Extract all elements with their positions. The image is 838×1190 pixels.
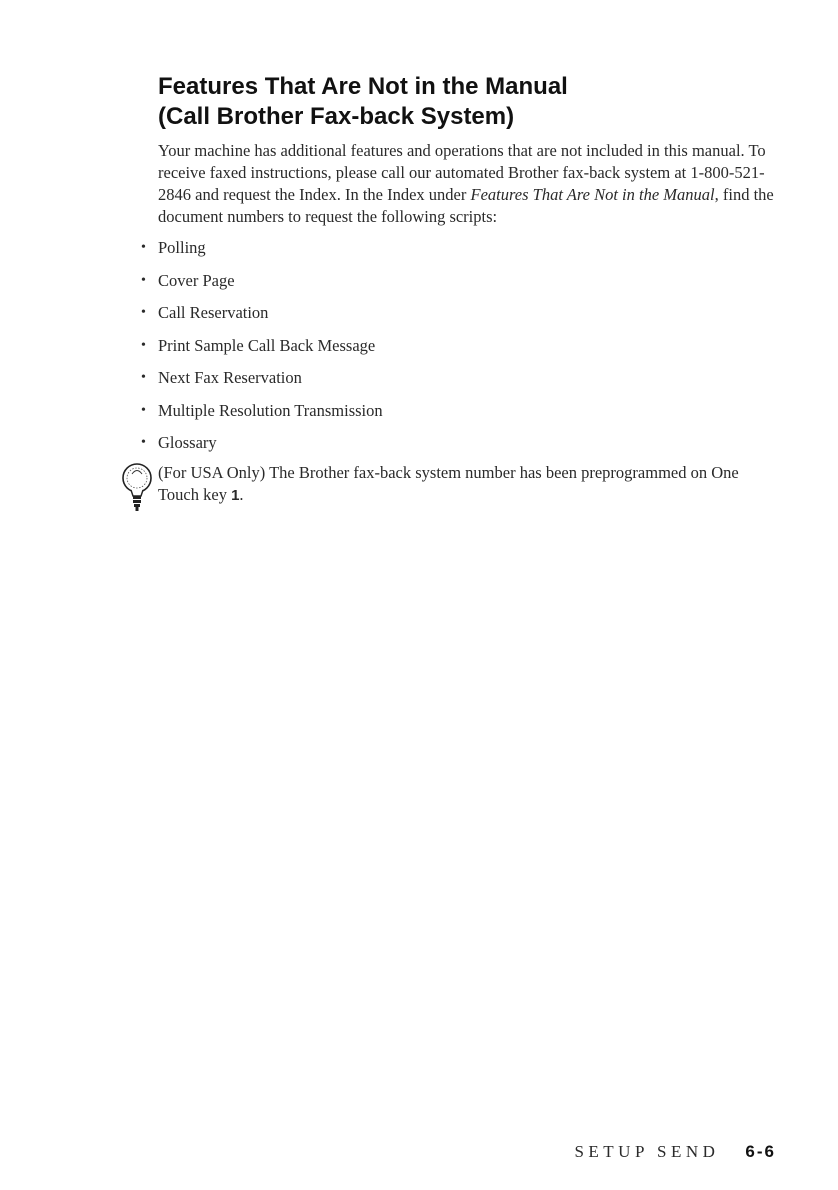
- tip-lightbulb-icon: [120, 462, 154, 512]
- bullet-icon: •: [141, 240, 146, 255]
- footer-section-title: SETUP SEND: [574, 1142, 720, 1161]
- bullet-icon: •: [141, 272, 146, 288]
- list-item: [140, 236, 780, 269]
- section-heading-line-2: (Call Brother Fax-back System): [158, 103, 515, 130]
- list-item: [140, 399, 780, 432]
- list-item: [140, 269, 780, 302]
- list-item: [140, 431, 780, 464]
- bullet-icon: •: [141, 402, 146, 418]
- section-heading: [158, 72, 778, 132]
- list-item: [140, 366, 780, 399]
- bullet-icon: •: [141, 370, 146, 385]
- list-item-label: Multiple Resolution Transmission: [158, 400, 383, 420]
- bullet-icon: •: [141, 337, 146, 353]
- list-item-label: Next Fax Reservation: [158, 368, 302, 387]
- list-item: [140, 334, 780, 367]
- intro-paragraph: [158, 140, 778, 228]
- intro-text-after: , find the document numbers to request the following scripts:: [158, 185, 774, 226]
- list-item-label: Polling: [158, 238, 206, 257]
- bullet-icon: •: [141, 305, 146, 320]
- bullet-icon: •: [141, 435, 146, 450]
- list-item-label: Glossary: [158, 433, 217, 452]
- page-footer: [574, 1142, 776, 1172]
- page-number: 6-6: [745, 1142, 776, 1161]
- list-item: [140, 301, 780, 334]
- tip-text-before: (For USA Only) The Brother fax-back system number has been preprogrammed on One Touch key: [158, 463, 739, 504]
- tip-text-after: .: [239, 485, 244, 504]
- section-heading-line-1: Features That Are Not in the Manual: [158, 73, 568, 100]
- list-item-label: Cover Page: [158, 270, 235, 290]
- list-item-label: Call Reservation: [158, 303, 269, 322]
- tip-note-text: [158, 462, 778, 507]
- scripts-list: [140, 236, 780, 464]
- intro-italic-reference: Features That Are Not in the Manual: [470, 185, 715, 204]
- list-item-label: Print Sample Call Back Message: [158, 335, 376, 355]
- one-touch-key-number: 1: [231, 487, 240, 504]
- intro-text-before: Your machine has additional features and operations that are not included in this manual. To receive faxed instructions, please call our automated Brother fax-back system at 1-800-521-2846 and request the Index. In the Index under: [158, 141, 766, 204]
